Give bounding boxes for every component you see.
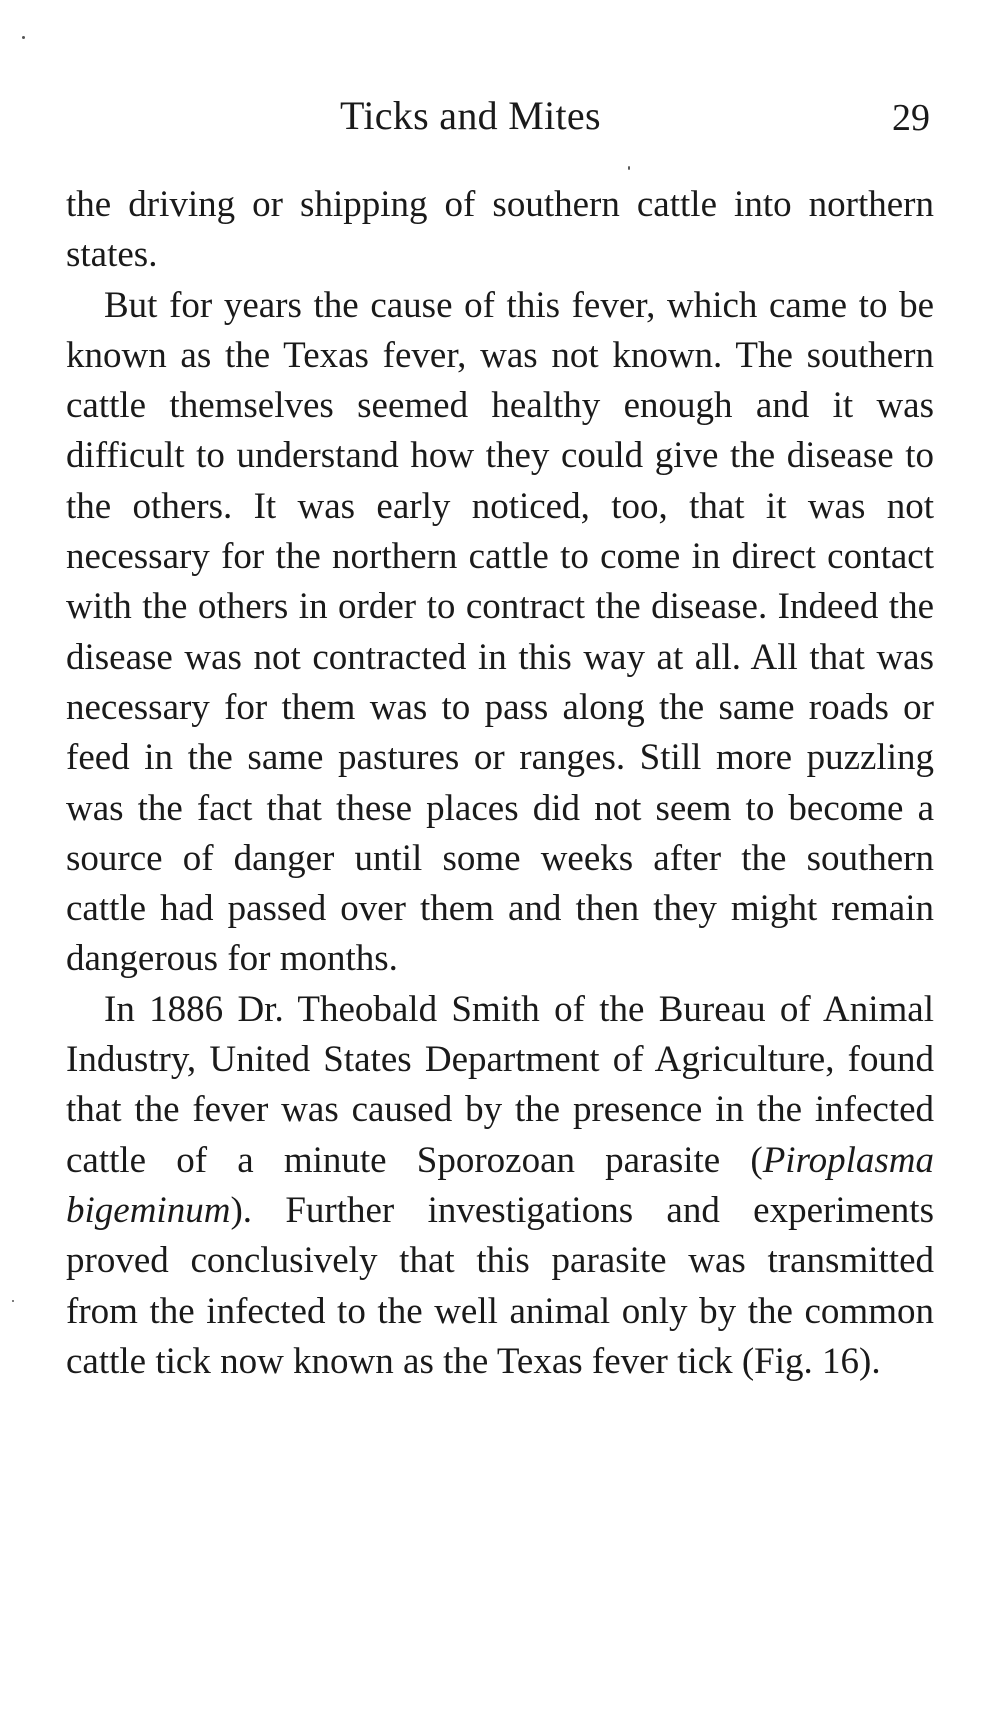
paragraph-2: But for years the cause of this fever, which came to be known as the Texas fever, was not known. The southern cattle themselves seemed healthy enough and it was difficult to understand how they could give the disease to the others. It was early noticed, too, that it was not necessary for the northern cattle to come in direct contact with the others in order to contract the disease. Indeed the disease was not contracted in this way at all. All that was necessary for them was to pass along the same roads or feed in the same pastures or ranges. Still more puzzling was the fact that these places did not seem to become a source of danger until some weeks after the southern cattle had passed over them and then they might remain dangerous for months.	[66, 284, 934, 980]
running-title: Ticks and Mites	[340, 93, 601, 138]
page-number: 29	[892, 97, 930, 139]
paragraph-1: the driving or shipping of southern cattle into northern states.	[66, 184, 934, 276]
paragraph-3	[66, 985, 934, 1387]
paragraph-3-text-after: ). Further investigations and experiments proved conclusively that this parasite was transmitted from the infected to the well animal only by the common cattle tick now known as the Texas fever tick (Fig. 16).	[66, 1189, 934, 1382]
body-text	[66, 180, 934, 1387]
running-head	[0, 92, 1000, 148]
species-name: Piroplasma bigeminum	[66, 1139, 934, 1231]
paragraph-3-text-before: In 1886 Dr. Theobald Smith of the Bureau of Animal Industry, United States Department of Agriculture, found that the fever was caused by the presence in the infected cattle of a minute Sporozoan parasite (	[66, 988, 934, 1181]
scan-speck	[628, 166, 630, 170]
scan-speck	[22, 36, 25, 39]
scan-speck	[12, 1300, 14, 1302]
